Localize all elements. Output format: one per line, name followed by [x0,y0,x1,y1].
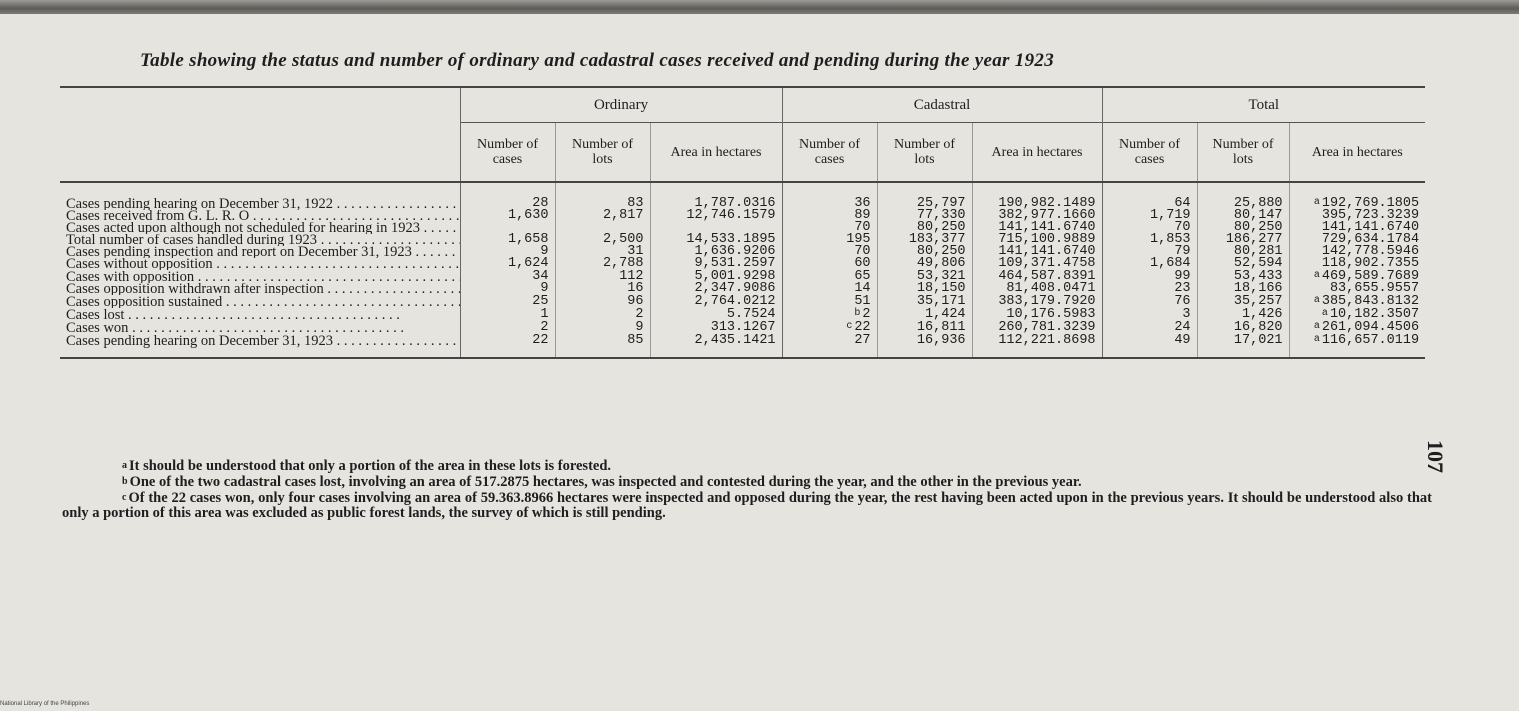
footnote-marker: a [1313,321,1320,332]
group-header-cadastral: Cadastral [782,87,1102,123]
cases-table [60,86,1425,359]
cell-value: 260,781.3239 [998,319,1096,335]
footnote [62,458,1432,474]
cell-value: 9,531.2597 [694,256,776,271]
table-cell [782,182,877,210]
cell-value: 10,182.3507 [1329,307,1420,322]
cell-value: 109,371.4758 [998,256,1096,271]
group-header-row [60,87,1425,123]
cell-value: 36 [854,195,871,211]
cell-value: 116,657.0119 [1321,333,1420,348]
cell-value: 142,778.5946 [1321,244,1420,259]
table-cell [555,182,650,210]
footnote-marker: a [1313,295,1320,306]
cell-value: 16,936 [916,332,966,348]
row-label [60,182,460,210]
footnote-text: One of the two cadastral cases lost, involving an area of 517.2875 hectares, was inspected and contested during the year, and the other in the previous year. [129,474,1082,490]
cell-value: 76 [1174,293,1191,309]
row-label [60,295,460,308]
cell-value: 16,811 [916,319,966,335]
row-label [60,222,460,234]
footnote-marker: a [1313,270,1320,281]
cell-value: 80,250 [916,244,966,259]
table-cell [782,334,877,358]
row-label [60,234,460,246]
row-label [60,270,460,283]
cell-value: 2,817 [602,208,644,223]
page-number: 107 [1423,440,1448,473]
cell-value: 25,880 [1233,195,1283,211]
table-title: Table showing the status and number of ordinary and cadastral cases received and pending during the year 1923 [140,50,1054,71]
row-label-text: Total number of cases handled during 1923 . . . [66,234,460,246]
cell-value: 2 [635,306,644,322]
cell-value: 141,141.6740 [998,244,1096,259]
cell-value: 192,769.1805 [1321,196,1420,211]
cell-value: 35,257 [1233,293,1283,309]
cell-value: 96 [627,293,644,309]
col-header: Number of cases [1102,123,1197,183]
group-header-total: Total [1102,87,1425,123]
footnote-marker: b [854,308,861,319]
table-cell [650,334,782,358]
cell-value: 52,594 [1233,256,1283,271]
cell-value: 186,277 [1225,232,1283,247]
cell-value: 9 [635,319,644,335]
footnote-marker: a [1321,308,1328,319]
cell-value: 18,166 [1233,281,1283,296]
cell-value: 53,433 [1233,268,1283,284]
table-cell [460,182,555,210]
cell-value: 9 [540,281,549,296]
cell-value: 141,141.6740 [1321,220,1420,235]
cell-value: 5.7524 [726,306,776,322]
cell-value: 1,426 [1242,306,1283,322]
cell-value: 99 [1174,268,1191,284]
cell-value: 10,176.5983 [1006,306,1096,322]
cell-value: 28 [532,195,549,211]
footnote-marker: c [846,321,853,332]
cell-value: 14,533.1895 [686,232,776,247]
table-cell [555,334,650,358]
table-cell [460,334,555,358]
cell-value: 77,330 [916,208,966,223]
col-header: Number of cases [782,123,877,183]
cell-value: 2 [862,307,871,322]
cell-value: 23 [1174,281,1191,296]
cell-value: 112 [619,268,644,284]
footnote [62,474,1432,490]
cell-value: 729,634.1784 [1321,232,1420,247]
cell-value: 64 [1174,195,1191,211]
cases-table-container [60,86,1425,359]
cell-value: 2 [540,319,549,335]
cell-value: 2,764.0212 [694,293,776,309]
cell-value: 1,787.0316 [694,195,776,211]
cell-value: 16 [627,281,644,296]
table-row [60,334,1425,358]
cell-value: 313.1267 [710,319,776,335]
row-label [60,258,460,270]
cell-value: 112,221.8698 [998,332,1096,348]
cell-value: 715,100.9889 [998,232,1096,247]
row-label-text: Cases pending inspection and report on December 31, 1923 . . . [66,246,460,258]
cell-value: 53,321 [916,268,966,284]
cell-value: 70 [854,220,871,235]
row-label [60,246,460,258]
row-label-text: Cases with opposition . . . [66,270,460,283]
table-row [60,182,1425,210]
row-label-text: Cases lost . . . [66,308,400,321]
cell-value: 51 [854,293,871,309]
footnotes [62,458,1432,521]
cell-value: 83 [627,195,644,211]
cell-value: 81,408.0471 [1006,281,1096,296]
col-header: Number of lots [1197,123,1289,183]
cell-value: 2,435.1421 [694,332,776,348]
cell-value: 24 [1174,319,1191,335]
table-cell [1102,334,1197,358]
cell-value: 382,977.1660 [998,208,1096,223]
row-label-text: Cases won . . . [66,321,404,334]
cell-value: 118,902.7355 [1321,256,1420,271]
cell-value: 183,377 [908,232,966,247]
cell-value: 1,636.9206 [694,244,776,259]
row-label [60,283,460,295]
cell-value: 70 [1174,220,1191,235]
table-cell [877,334,972,358]
cell-value: 190,982.1489 [998,195,1096,211]
source-credit: National Library of the Philippines [0,701,90,707]
row-label-text: Cases opposition withdrawn after inspection . . . [66,283,460,295]
table-cell [650,182,782,210]
footnote-marker: c [122,492,127,503]
cell-value: 195 [846,232,871,247]
col-header: Number of lots [555,123,650,183]
cell-value: 49 [1174,332,1191,348]
cell-value: 85 [627,332,644,348]
col-header: Number of cases [460,123,555,183]
table-cell [972,334,1102,358]
cell-value: 1,658 [507,232,549,247]
cell-value: 1,630 [507,208,549,223]
cell-value: 464,587.8391 [998,268,1096,284]
table-cell [1102,182,1197,210]
table-cell [555,210,650,222]
table-row [60,210,1425,222]
cell-value: 1 [540,306,549,322]
cell-value: 80,250 [1233,220,1283,235]
col-header: Number of lots [877,123,972,183]
footnote-marker: a [1313,197,1320,208]
row-label [60,210,460,222]
cell-value: 83,655.9557 [1329,281,1420,296]
cell-value: 2,500 [602,232,644,247]
cell-value: 383,179.7920 [998,293,1096,309]
table-cell [1289,182,1425,210]
cell-value: 1,719 [1150,208,1191,223]
cell-value: 1,853 [1150,232,1191,247]
table-cell [650,210,782,222]
footnote-marker: b [122,476,128,487]
cell-value: 25,797 [916,195,966,211]
footnote-marker: a [122,460,127,471]
row-label-text: Cases pending hearing on December 31, 1923 . . . [66,334,460,349]
cell-value: 5,001.9298 [694,268,776,284]
cell-value: 80,281 [1233,244,1283,259]
cell-value: 80,250 [916,220,966,235]
table-cell [1197,334,1289,358]
cell-value: 22 [854,320,871,335]
row-label-text: Cases acted upon although not scheduled for hearing in 1923 . . . [66,222,460,234]
table-cell [877,182,972,210]
cell-value: 65 [854,268,871,284]
cell-value: 395,723.3239 [1321,208,1420,223]
footnote-text: Of the 22 cases won, only four cases involving an area of 59.363.8966 hectares were inspected and opposed during the year, the rest having been acted upon in the previous years. It should be understood also that only a portion of this area was excluded as public forest lands, the survey of which is still pending. [62,490,1432,521]
row-label-header [60,87,460,182]
cell-value: 89 [854,208,871,223]
row-label [60,334,460,358]
row-label-text: Cases pending hearing on December 31, 1922 . . . [66,196,460,211]
cell-value: 3 [1182,306,1191,322]
cell-value: 14 [854,281,871,296]
cell-value: 60 [854,256,871,271]
cell-value: 1,684 [1150,256,1191,271]
col-header: Area in hectares [650,123,782,183]
cell-value: 141,141.6740 [998,220,1096,235]
page-top-edge [0,0,1519,14]
cell-value: 27 [854,332,871,348]
cell-value: 12,746.1579 [686,208,776,223]
row-label-text: Cases opposition sustained . . . [66,295,460,308]
footnote [62,490,1432,521]
cell-value: 17,021 [1233,332,1283,348]
row-label [60,308,460,321]
cell-value: 1,624 [507,256,549,271]
table-body [60,182,1425,358]
cell-value: 261,094.4506 [1321,320,1420,335]
table-cell [1197,182,1289,210]
row-label [60,321,460,334]
cell-value: 35,171 [916,293,966,309]
cell-value: 70 [854,244,871,259]
row-label-text: Cases without opposition . . . [66,258,460,270]
cell-value: 18,150 [916,281,966,296]
cell-value: 49,806 [916,256,966,271]
col-header: Area in hectares [972,123,1102,183]
cell-value: 385,843.8132 [1321,294,1420,309]
cell-value: 80,147 [1233,208,1283,223]
cell-value: 79 [1174,244,1191,259]
table-cell [972,182,1102,210]
table-cell [1289,334,1425,358]
cell-value: 2,788 [602,256,644,271]
cell-value: 16,820 [1233,319,1283,335]
cell-value: 25 [532,293,549,309]
footnote-text: It should be understood that only a portion of the area in these lots is forested. [129,458,612,474]
table-cell [460,210,555,222]
col-header: Area in hectares [1289,123,1425,183]
group-header-ordinary: Ordinary [460,87,782,123]
cell-value: 34 [532,268,549,284]
cell-value: 22 [532,332,549,348]
cell-value: 2,347.9086 [694,281,776,296]
footnote-marker: a [1313,334,1320,345]
cell-value: 1,424 [925,306,966,322]
cell-value: 469,589.7689 [1321,269,1420,284]
cell-value: 9 [540,244,549,259]
cell-value: 31 [627,244,644,259]
row-label-text: Cases received from G. L. R. O . . . [66,210,460,222]
